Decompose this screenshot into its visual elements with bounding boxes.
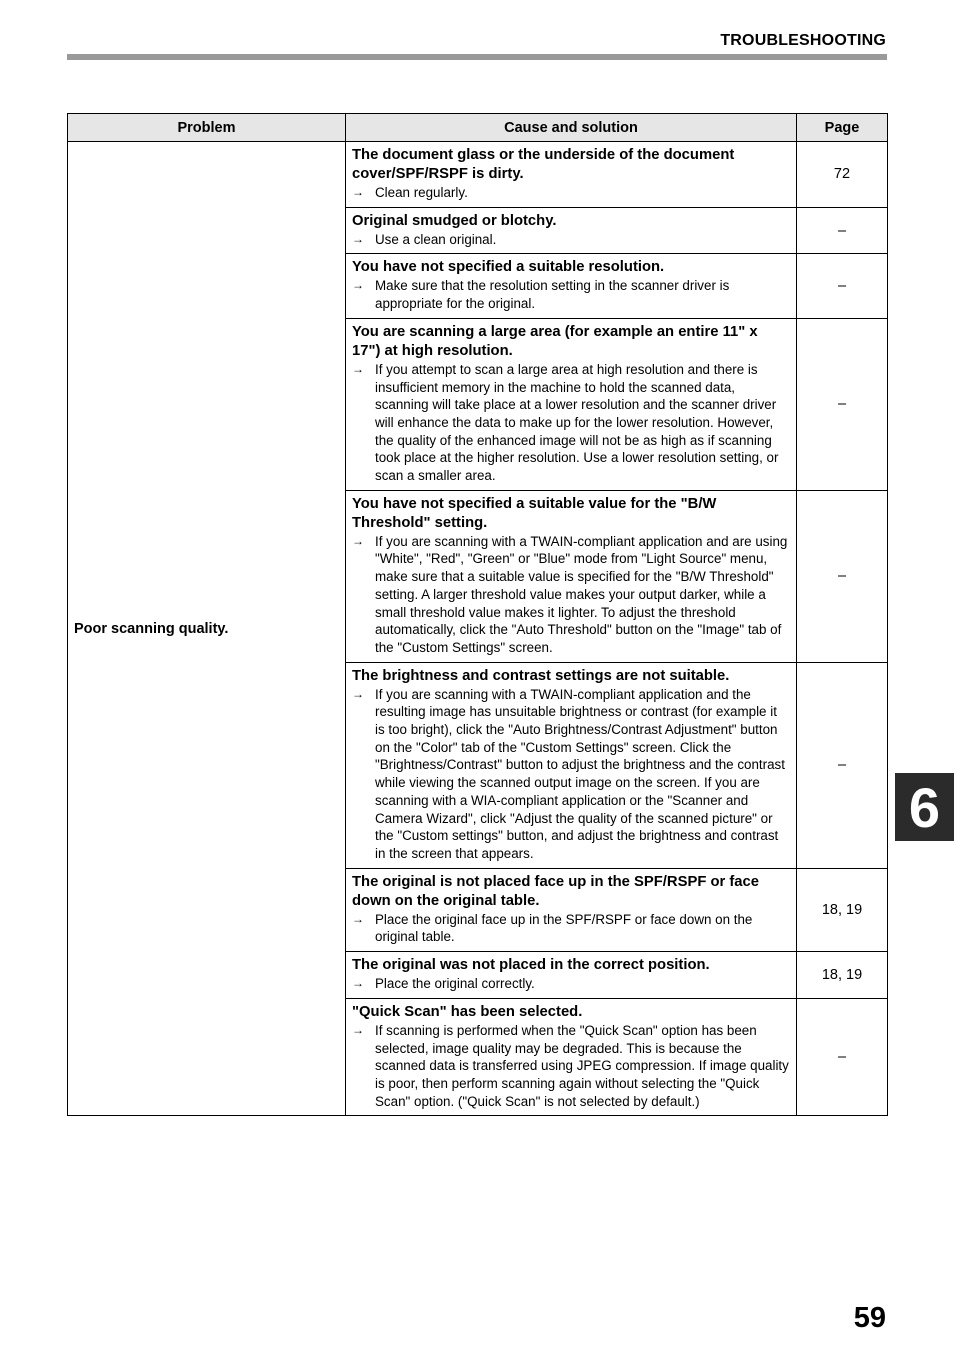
solution-text: Place the original face up in the SPF/RSPF or face down on the original table. (375, 911, 753, 945)
page-ref-cell: – (797, 254, 888, 318)
page-number: 59 (853, 1302, 886, 1334)
arrow-icon: → (352, 361, 364, 376)
table-header-row (68, 114, 888, 142)
solution-text: Clean regularly. (375, 185, 468, 200)
solution-text: If you are scanning with a TWAIN-compliant application and the resulting image has unsuitable brightness or contrast (for example it is too bright), click the "Auto Brightness/Contrast Adjustment" button on the "Color" tab of the "Custom Settings" screen. Click the "Brightness/Contrast" button to adjust the brightness and the contrast while viewing the scanned output image on the screen. If you are scanning with a WIA-compliant application or the "Scanner and Camera Wizard", click "Adjust the quality of the scanned picture" or the "Custom settings" button, and adjust the brightness and contrast in the screen that appears. (375, 686, 785, 861)
solution (352, 361, 790, 485)
cause-title: The original is not placed face up in the SPF/RSPF or face down on the original table. (352, 873, 759, 909)
solution (352, 975, 790, 993)
page-ref-cell: – (797, 662, 888, 868)
arrow-icon: → (352, 1022, 364, 1037)
solution-text: If you attempt to scan a large area at high resolution and there is insufficient memory in the machine to hold the scanned data, scanning will take place at a lower resolution and the scanner driver will enhance the data to make up for the lower resolution. However, the quality of the enhanced image will not be as high as if scanning took place at the higher resolution. Use a lower resolution setting, or scan a smaller area. (375, 361, 779, 484)
cause-title: The document glass or the underside of the document cover/SPF/RSPF is dirty. (352, 147, 735, 182)
solution (352, 533, 790, 657)
page-ref-cell: 18, 19 (797, 868, 888, 951)
troubleshooting-table (67, 113, 888, 1116)
arrow-icon: → (352, 911, 364, 926)
arrow-icon: → (352, 185, 364, 199)
cause-cell (346, 318, 797, 490)
solution (352, 686, 790, 863)
cause-title: You have not specified a suitable value for the "B/W Threshold" setting. (352, 495, 717, 531)
cause-title: The brightness and contrast settings are not suitable. (352, 667, 730, 684)
column-header-cause: Cause and solution (346, 114, 797, 142)
cause-cell (346, 998, 797, 1116)
cause-cell (346, 207, 797, 254)
cause-title: You are scanning a large area (for example an entire 11" x 17") at high resolution. (352, 323, 758, 359)
cause-cell (346, 142, 797, 208)
solution-text: Make sure that the resolution setting in the scanner driver is appropriate for the original. (375, 278, 730, 312)
solution (352, 231, 790, 249)
page-ref-cell: – (797, 207, 888, 254)
cause-title: You have not specified a suitable resolution. (352, 259, 665, 276)
solution-text: If you are scanning with a TWAIN-compliant application and are using "White", "Red", "Green" or "Blue" mode from "Light Source" menu, make sure that a suitable value is specified for the "B/W Threshold" setting. A larger threshold value makes your output darker, while a small threshold value makes it lighter. To adjust the threshold automatically, click the "Auto Threshold" button on the "Image" tab of the "Custom Settings" screen. (375, 533, 788, 655)
solution (352, 911, 790, 946)
solution-text: Use a clean original. (375, 231, 497, 247)
solution (352, 1022, 790, 1111)
table-row (68, 142, 888, 208)
solution (352, 184, 790, 202)
column-header-problem: Problem (68, 114, 346, 142)
page-ref-cell: – (797, 998, 888, 1116)
cause-cell (346, 254, 797, 318)
page-ref-cell: 18, 19 (797, 952, 888, 999)
page-ref-cell: – (797, 318, 888, 490)
cause-cell (346, 662, 797, 868)
cause-title: Original smudged or blotchy. (352, 212, 557, 229)
solution-text: If scanning is performed when the "Quick Scan" option has been selected, image quality may be degraded. This is because the scanned data is transferred using JPEG compression. If image quality is poor, then perform scanning again without selecting the "Quick Scan" option. ("Quick Scan" is not selected by default.) (375, 1022, 789, 1109)
header-rule (67, 54, 887, 60)
solution (352, 277, 790, 312)
arrow-icon: → (352, 278, 364, 293)
table-body (68, 142, 888, 1116)
cause-cell (346, 490, 797, 662)
page-ref-cell: 72 (797, 142, 888, 208)
solution-text: Place the original correctly. (375, 976, 535, 992)
cause-title: "Quick Scan" has been selected. (352, 1003, 583, 1020)
cause-cell (346, 952, 797, 999)
section-title: TROUBLESHOOTING (720, 32, 886, 49)
cause-title: The original was not placed in the correct position. (352, 957, 710, 974)
page-ref-cell: – (797, 490, 888, 662)
problem-cell: Poor scanning quality. (68, 142, 346, 1116)
column-header-page: Page (797, 114, 888, 142)
cause-cell (346, 868, 797, 951)
arrow-icon: → (352, 686, 364, 701)
arrow-icon: → (352, 533, 364, 548)
arrow-icon: → (352, 976, 364, 991)
arrow-icon: → (352, 231, 364, 246)
chapter-tab: 6 (895, 773, 954, 841)
